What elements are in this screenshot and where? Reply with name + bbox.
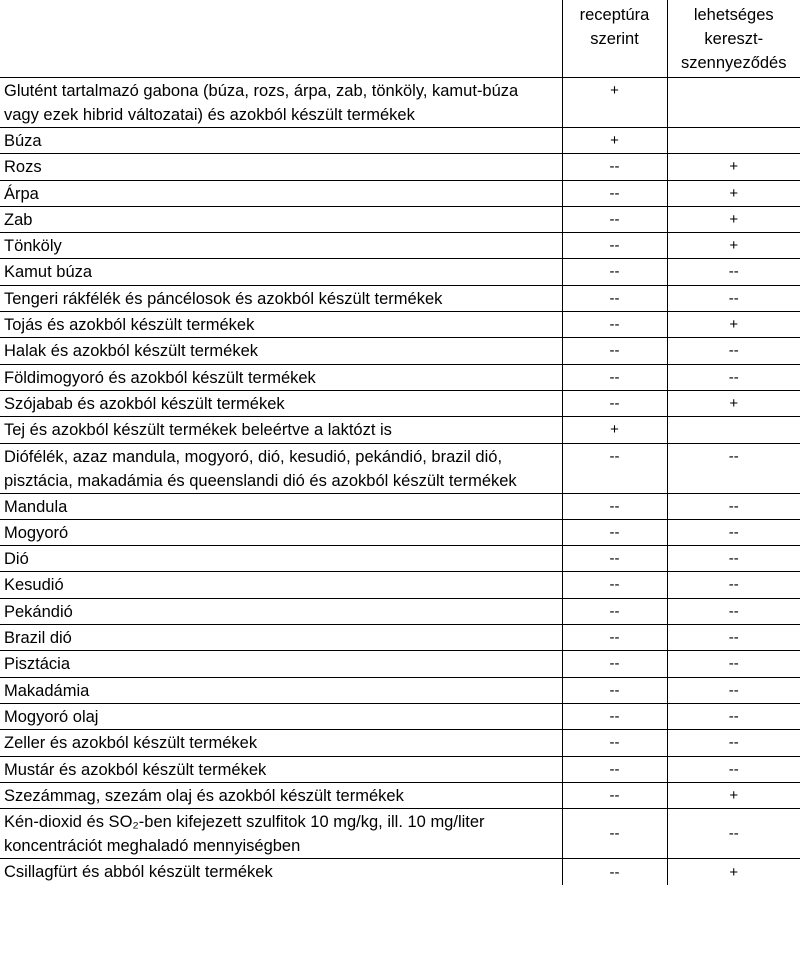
recipe-mark: -- <box>562 259 667 285</box>
table-row <box>0 546 800 572</box>
cross-contamination-mark: + <box>667 154 800 180</box>
header-recipe: receptúra szerint <box>562 0 667 78</box>
table-row <box>0 78 800 128</box>
cross-contamination-mark: + <box>667 859 800 885</box>
table-row <box>0 417 800 443</box>
table-row <box>0 625 800 651</box>
allergen-name: Zeller és azokból készült termékek <box>0 730 562 756</box>
table-row <box>0 206 800 232</box>
table-row <box>0 312 800 338</box>
table-row <box>0 519 800 545</box>
recipe-mark: -- <box>562 519 667 545</box>
cross-contamination-mark <box>667 128 800 154</box>
recipe-mark: -- <box>562 782 667 808</box>
allergen-name: Pekándió <box>0 598 562 624</box>
allergen-name: Tojás és azokból készült termékek <box>0 312 562 338</box>
table-row <box>0 782 800 808</box>
recipe-mark: -- <box>562 180 667 206</box>
recipe-mark: -- <box>562 572 667 598</box>
allergen-name: Tengeri rákfélék és páncélosok és azokból készült termékek <box>0 285 562 311</box>
recipe-mark: -- <box>562 154 667 180</box>
header-allergen <box>0 0 562 78</box>
allergen-name: Dió <box>0 546 562 572</box>
allergen-name: Kamut búza <box>0 259 562 285</box>
table-row <box>0 233 800 259</box>
table-row <box>0 285 800 311</box>
cross-contamination-mark: -- <box>667 364 800 390</box>
cross-contamination-mark: -- <box>667 546 800 572</box>
cross-contamination-mark: + <box>667 390 800 416</box>
recipe-mark: -- <box>562 546 667 572</box>
cross-contamination-mark: -- <box>667 493 800 519</box>
header-row <box>0 0 800 78</box>
cross-contamination-mark: -- <box>667 285 800 311</box>
allergen-name: Földimogyoró és azokból készült termékek <box>0 364 562 390</box>
recipe-mark: + <box>562 78 667 128</box>
cross-contamination-mark: -- <box>667 677 800 703</box>
table-row <box>0 677 800 703</box>
allergen-name: Halak és azokból készült termékek <box>0 338 562 364</box>
table-row <box>0 809 800 859</box>
allergen-name: Szezámmag, szezám olaj és azokból készült termékek <box>0 782 562 808</box>
allergen-name: Tej és azokból készült termékek beleértve a laktózt is <box>0 417 562 443</box>
table-row <box>0 128 800 154</box>
allergen-name: Mandula <box>0 493 562 519</box>
allergen-name: Csillagfürt és abból készült termékek <box>4 863 273 882</box>
allergen-name: Tönköly <box>0 233 562 259</box>
recipe-mark: -- <box>562 809 667 859</box>
header-cross-contamination: lehetséges kereszt-szennyeződés <box>667 0 800 78</box>
recipe-mark: -- <box>562 651 667 677</box>
cross-contamination-mark: + <box>667 206 800 232</box>
recipe-mark: -- <box>562 493 667 519</box>
table-row <box>0 154 800 180</box>
recipe-mark: -- <box>562 312 667 338</box>
recipe-mark: -- <box>562 233 667 259</box>
allergen-name: Zab <box>0 206 562 232</box>
recipe-mark: -- <box>562 625 667 651</box>
cross-contamination-mark: -- <box>667 598 800 624</box>
table-row <box>0 756 800 782</box>
table-row <box>0 859 800 885</box>
cross-contamination-mark: -- <box>667 703 800 729</box>
recipe-mark: -- <box>562 390 667 416</box>
cross-contamination-mark: + <box>667 180 800 206</box>
cross-contamination-mark: -- <box>667 338 800 364</box>
table-row <box>0 703 800 729</box>
cross-contamination-mark: -- <box>667 443 800 493</box>
allergen-name: Mogyoró olaj <box>0 703 562 729</box>
recipe-mark: -- <box>562 364 667 390</box>
recipe-mark: -- <box>562 859 667 885</box>
cross-contamination-mark: -- <box>667 625 800 651</box>
table-row <box>0 493 800 519</box>
recipe-mark: -- <box>562 756 667 782</box>
cross-contamination-mark: -- <box>667 730 800 756</box>
allergen-name: Pisztácia <box>0 651 562 677</box>
cross-contamination-mark: + <box>667 782 800 808</box>
cross-contamination-mark <box>667 417 800 443</box>
allergen-name: Mogyoró <box>0 519 562 545</box>
cross-contamination-mark: -- <box>667 756 800 782</box>
recipe-mark: + <box>562 417 667 443</box>
cross-contamination-mark <box>667 78 800 128</box>
table-row <box>0 443 800 493</box>
table-row <box>0 180 800 206</box>
allergen-name: Mustár és azokból készült termékek <box>0 756 562 782</box>
recipe-mark: -- <box>562 338 667 364</box>
allergen-name: Szójabab és azokból készült termékek <box>0 390 562 416</box>
recipe-mark: + <box>562 128 667 154</box>
allergen-name: Makadámia <box>0 677 562 703</box>
table-row <box>0 572 800 598</box>
table-row <box>0 598 800 624</box>
recipe-mark: -- <box>562 598 667 624</box>
cross-contamination-mark: + <box>667 233 800 259</box>
table-row <box>0 651 800 677</box>
allergen-name: Kén-dioxid és SO₂-ben kifejezett szulfitok 10 mg/kg, ill. 10 mg/liter koncentrációt meghaladó mennyiségben <box>0 809 562 859</box>
table-row <box>0 338 800 364</box>
recipe-mark: -- <box>562 730 667 756</box>
cross-contamination-mark: -- <box>667 572 800 598</box>
allergen-name: Búza <box>0 128 562 154</box>
cross-contamination-mark: -- <box>667 651 800 677</box>
recipe-mark: -- <box>562 677 667 703</box>
recipe-mark: -- <box>562 206 667 232</box>
allergen-name: Brazil dió <box>0 625 562 651</box>
recipe-mark: -- <box>562 285 667 311</box>
allergen-name: Glutént tartalmazó gabona (búza, rozs, árpa, zab, tönköly, kamut-búza vagy ezek hibrid változatai) és azokból készült termékek <box>0 78 562 128</box>
cross-contamination-mark: + <box>667 312 800 338</box>
allergen-name: Kesudió <box>0 572 562 598</box>
allergen-name: Rozs <box>0 154 562 180</box>
cross-contamination-mark: -- <box>667 809 800 859</box>
table-row <box>0 390 800 416</box>
cross-contamination-mark: -- <box>667 259 800 285</box>
recipe-mark: -- <box>562 443 667 493</box>
table-row <box>0 364 800 390</box>
table-row <box>0 730 800 756</box>
allergen-name: Diófélék, azaz mandula, mogyoró, dió, kesudió, pekándió, brazil dió, pisztácia, makadámia és queenslandi dió és azokból készült termékek <box>0 443 562 493</box>
allergen-name: Árpa <box>0 180 562 206</box>
cross-contamination-mark: -- <box>667 519 800 545</box>
table-row <box>0 259 800 285</box>
recipe-mark: -- <box>562 703 667 729</box>
